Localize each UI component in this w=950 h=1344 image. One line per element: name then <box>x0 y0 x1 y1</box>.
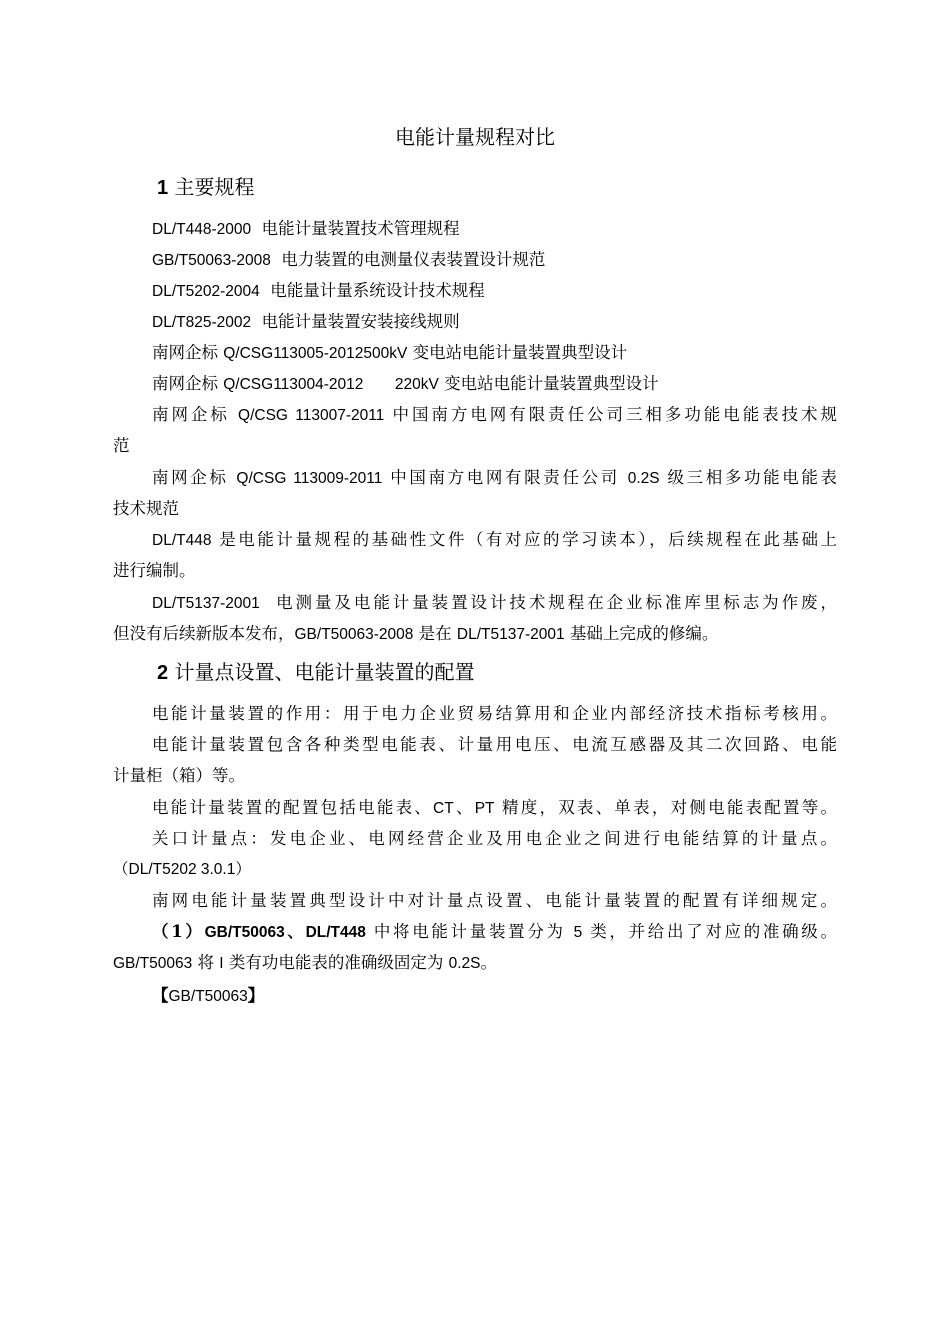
document-title: 电能计量规程对比 <box>395 125 555 149</box>
csg-rule-line: 南网企标 Q/CSG 113007-2011 中国南方电网有限责任公司三相多功能电能表技术规 <box>152 405 838 424</box>
csg-rule-continuation: 技术规范 <box>113 499 179 518</box>
rule-line: DL/T5202-2004 电能量计量系统设计技术规程 <box>152 281 485 300</box>
paragraph: 关口计量点：发电企业、电网经营企业及用电企业之间进行电能结算的计量点。 <box>152 829 837 848</box>
section-1-number: 1 <box>157 177 169 199</box>
rule-line: GB/T50063-2008 电力装置的电测量仪表装置设计规范 <box>152 250 546 269</box>
rule-line: DL/T825-2002 电能计量装置安装接线规则 <box>152 312 460 331</box>
paragraph: 电能计量装置的配置包括电能表、CT、PT 精度，双表、单表，对侧电能表配置等。 <box>152 798 838 817</box>
paragraph-continuation: GB/T50063 将 I 类有功电能表的准确级固定为 0.2S。 <box>113 953 497 972</box>
csg-rule-continuation: 范 <box>113 436 130 455</box>
paragraph-continuation: （DL/T5202 3.0.1） <box>113 861 251 878</box>
paragraph: （1）GB/T50063、DL/T448 中将电能计量装置分为 5 类，并给出了对应的准确级。 <box>152 922 838 941</box>
paragraph-dlt448-continuation: 进行编制。 <box>113 561 196 580</box>
paragraph: 南网电能计量装置典型设计中对计量点设置、电能计量装置的配置有详细规定。 <box>152 891 837 910</box>
section-1-title: 主要规程 <box>174 175 255 199</box>
csg-rule-line: 南网企标 Q/CSG113004-2012 220kV 变电站电能计量装置典型设计 <box>152 374 659 393</box>
paragraph-dlt448: DL/T448 是电能计量规程的基础性文件（有对应的学习读本），后续规程在此基础上 <box>152 530 837 549</box>
reference-heading: 【GB/T50063】 <box>152 986 265 1005</box>
section-2-number: 2 <box>157 662 169 684</box>
paragraph: 电能计量装置的作用：用于电力企业贸易结算用和企业内部经济技术指标考核用。 <box>152 704 837 723</box>
csg-rule-line: 南网企标 Q/CSG113005-2012500kV 变电站电能计量装置典型设计 <box>152 343 628 362</box>
paragraph: 电能计量装置包含各种类型电能表、计量用电压、电流互感器及其二次回路、电能 <box>152 735 837 754</box>
rule-line: DL/T448-2000 电能计量装置技术管理规程 <box>152 219 460 238</box>
csg-rule-line: 南网企标 Q/CSG 113009-2011 中国南方电网有限责任公司 0.2S 级三相多功能电能表 <box>152 468 838 487</box>
section-1-heading <box>157 174 254 201</box>
paragraph-continuation: 计量柜（箱）等。 <box>113 766 245 785</box>
section-2-heading <box>157 659 474 686</box>
paragraph-dlt5137: DL/T5137-2001 电测量及电能计量装置设计技术规程在企业标准库里标志为作废， <box>152 593 838 612</box>
paragraph-dlt5137-continuation: 但没有后续新版本发布，GB/T50063-2008 是在 DL/T5137-2001 基础上完成的修编。 <box>113 624 719 643</box>
section-2-title: 计量点设置、电能计量装置的配置 <box>174 660 475 684</box>
